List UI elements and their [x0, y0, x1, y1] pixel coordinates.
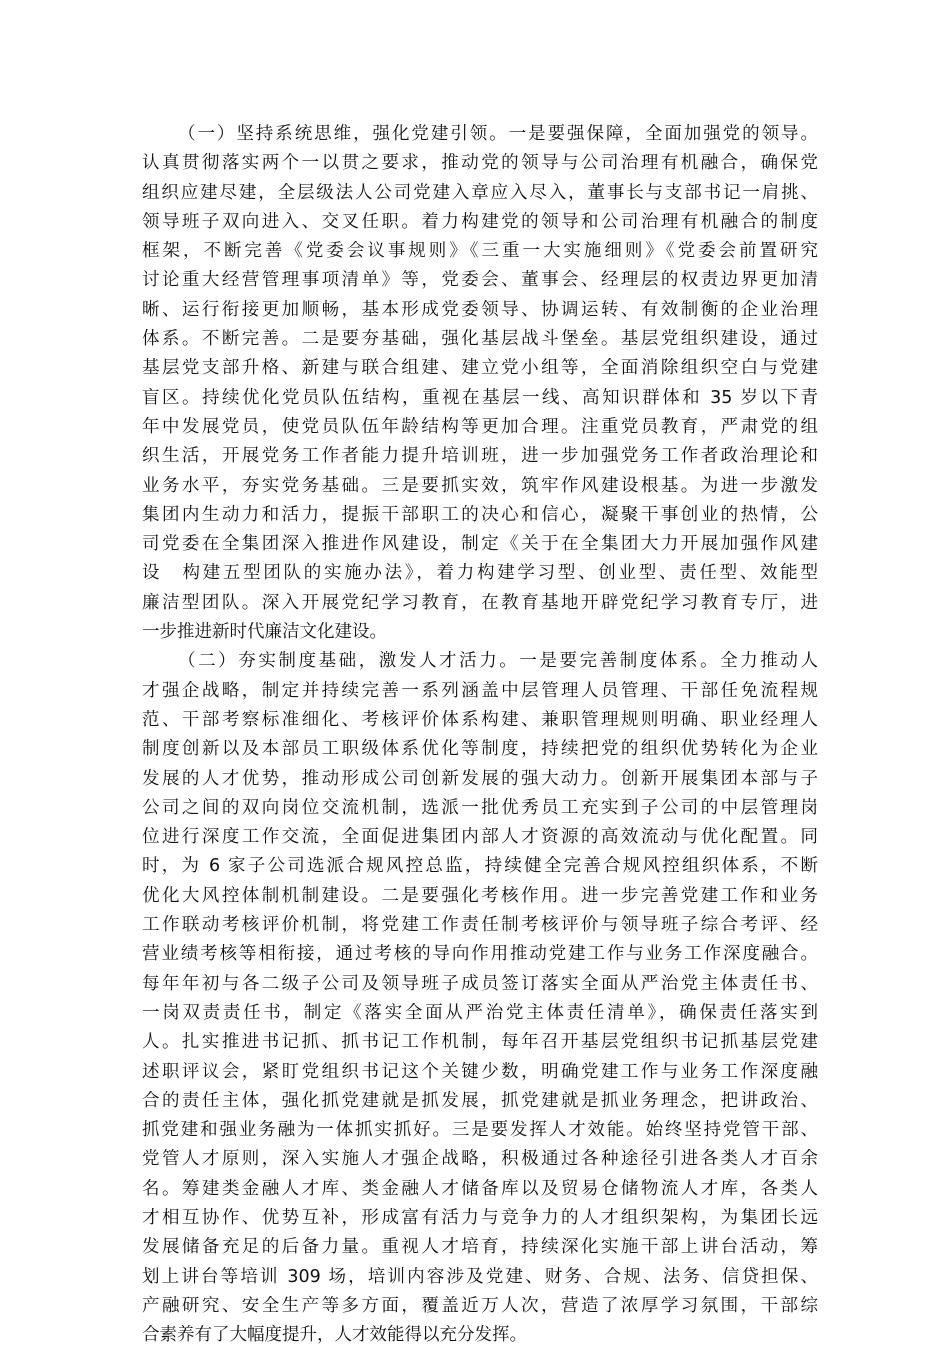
text-line: 认真贯彻落实两个一以贯之要求，推动党的领导与公司治理有机融合，确保党 — [142, 153, 818, 174]
text-line: 组织应建尽建，全层级法人公司党建入章应入尽入，董事长与支部书记一肩挑、 — [142, 182, 818, 203]
text-line: 范、干部考察标准细化、考核评价体系构建、兼职管理规则明确、职业经理人 — [142, 709, 818, 730]
text-line: 工作联动考核评价机制，将党建工作责任制考核评价与领导班子综合考评、经 — [142, 915, 818, 936]
text-line: 讨论重大经营管理事项清单》等，党委会、董事会、经理层的权责边界更加清 — [142, 270, 818, 291]
text-line: 织生活，开展党务工作者能力提升培训班，进一步加强党务工作者政治理论和 — [142, 446, 818, 467]
text-line: 廉洁型团队。深入开展党纪学习教育，在教育基地开辟党纪学习教育专厅，进 — [142, 592, 818, 613]
text-line: 位进行深度工作交流，全面促进集团内部人才资源的高效流动与优化配置。同 — [142, 827, 818, 848]
text-line: 设 构建五型团队的实施办法》，着力构建学习型、创业型、责任型、效能型 — [142, 563, 818, 584]
text-line: 优化大风控体制机制建设。二是要强化考核作用。进一步完善党建工作和业务 — [142, 885, 818, 906]
text-line: 产融研究、安全生产等多方面，覆盖近万人次，营造了浓厚学习氛围，干部综 — [142, 1295, 818, 1316]
text-line: 才相互协作、优势互补，形成富有活力与竞争力的人才组织架构，为集团长远 — [142, 1207, 818, 1228]
text-line: 基层党支部升格、新建与联合组建、建立党小组等，全面消除组织空白与党建 — [142, 358, 818, 379]
text-line: 名。筹建类金融人才库、类金融人才储备库以及贸易仓储物流人才库，各类人 — [142, 1178, 818, 1199]
text-line: （二）夯实制度基础，激发人才活力。一是要完善制度体系。全力推动人 — [178, 651, 818, 672]
text-line: 业务水平，夯实党务基础。三是要抓实效，筑牢作风建设根基。为进一步激发 — [142, 475, 818, 496]
text-line: 才强企战略，制定并持续完善一系列涵盖中层管理人员管理、干部任免流程规 — [142, 680, 818, 701]
paragraph-talent-system — [142, 647, 818, 1350]
text-line: 体系。不断完善。二是要夯基础，强化基层战斗堡垒。基层党组织建设，通过 — [142, 329, 818, 350]
text-line: 人。扎实推进书记抓、抓书记工作机制，每年召开基层党组织书记抓基层党建 — [142, 1032, 818, 1053]
text-line: 党管人才原则，深入实施人才强企战略，积极通过各种途径引进各类人才百余 — [142, 1149, 818, 1170]
text-line: 框架，不断完善《党委会议事规则》《三重一大实施细则》《党委会前置研究 — [142, 241, 818, 262]
text-line: 合素养有了大幅度提升，人才效能得以充分发挥。 — [142, 1325, 527, 1346]
text-line: 制度创新以及本部员工职级体系优化等制度，持续把党的组织优势转化为企业 — [142, 739, 818, 760]
text-line: 盲区。持续优化党员队伍结构，重视在基层一线、高知识群体和 35 岁以下青 — [142, 387, 818, 408]
text-line: （一）坚持系统思维，强化党建引领。一是要强保障，全面加强党的领导。 — [178, 124, 818, 144]
text-line: 司党委在全集团深入推进作风建设，制定《关于在全集团大力开展加强作风建 — [142, 534, 818, 555]
text-line: 述职评议会，紧盯党组织书记这个关键少数，明确党建工作与业务工作深度融 — [142, 1061, 818, 1082]
text-line: 营业绩考核等相衔接，通过考核的导向作用推动党建工作与业务工作深度融合。 — [142, 944, 818, 965]
paragraph-party-building — [142, 120, 818, 647]
text-line: 时，为 6 家子公司选派合规风控总监，持续健全完善合规风控组织体系，不断 — [142, 856, 818, 877]
text-line: 领导班子双向进入、交叉任职。着力构建党的领导和公司治理有机融合的制度 — [142, 211, 818, 232]
text-line: 合的责任主体，强化抓党建就是抓发展，抓党建就是抓业务理念，把讲政治、 — [142, 1090, 818, 1111]
text-line: 年中发展党员，使党员队伍年龄结构等更加合理。注重党员教育，严肃党的组 — [142, 416, 818, 437]
document-body — [142, 120, 818, 1350]
text-line: 集团内生动力和活力，提振干部职工的决心和信心，凝聚干事创业的热情，公 — [142, 504, 818, 525]
text-line: 抓党建和强业务融为一体抓实抓好。三是要发挥人才效能。始终坚持党管干部、 — [142, 1120, 818, 1141]
text-line: 发展的人才优势，推动形成公司创新发展的强大动力。创新开展集团本部与子 — [142, 768, 818, 789]
text-line: 晰、运行衔接更加顺畅，基本形成党委领导、协调运转、有效制衡的企业治理 — [142, 299, 818, 320]
text-line: 每年年初与各二级子公司及领导班子成员签订落实全面从严治党主体责任书、 — [142, 973, 818, 994]
text-line: 一步推进新时代廉洁文化建设。 — [142, 622, 387, 643]
text-line: 公司之间的双向岗位交流机制，选派一批优秀员工充实到子公司的中层管理岗 — [142, 797, 818, 818]
text-line: 一岗双责责任书，制定《落实全面从严治党主体责任清单》，确保责任落实到 — [142, 1002, 818, 1023]
text-line: 发展储备充足的后备力量。重视人才培育，持续深化实施干部上讲台活动，筹 — [142, 1237, 818, 1258]
text-line: 划上讲台等培训 309 场，培训内容涉及党建、财务、合规、法务、信贷担保、 — [142, 1266, 818, 1287]
